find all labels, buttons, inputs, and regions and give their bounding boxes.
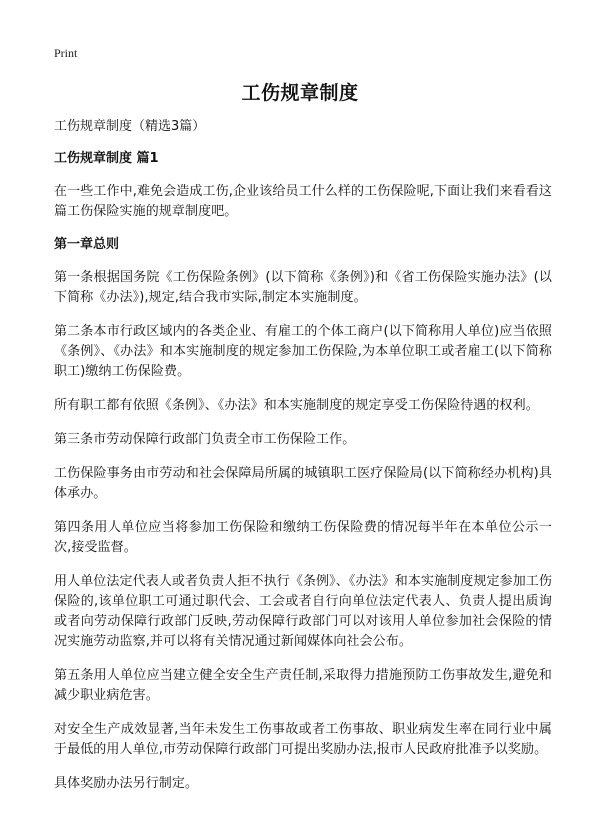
- paragraph: 用人单位法定代表人或者负责人拒不执行《条例》、《办法》和本实施制度规定参加工伤保险的,该单位职工可通过职代会、工会或者自行向单位法定代表人、负责人提出质询或者向劳动保障行政部门反映,劳动保障行政部门可以对该用人单位参加社会保险的情况实施劳动监察,并可以将有关情况通过新闻媒体向社会公布。: [54, 574, 552, 649]
- paragraph: 第四条用人单位应当将参加工伤保险和缴纳工伤保险费的情况每半年在本单位公示一次,接受监督。: [54, 520, 552, 555]
- paragraph: 所有职工都有依照《条例》、《办法》和本实施制度的规定享受工伤保险待遇的权利。: [54, 398, 539, 413]
- paragraph: 第五条用人单位应当建立健全安全生产责任制,采取得力措施预防工伤事故发生,避免和减少职业病危害。: [54, 668, 552, 703]
- section-heading: 工伤规章制度 篇1: [54, 151, 159, 166]
- document-title: 工伤规章制度: [241, 82, 359, 104]
- paragraph: 第二条本市行政区域内的各类企业、有雇工的个体工商户(以下简称用人单位)应当依照《条例》、《办法》和本实施制度的规定参加工伤保险,为本单位职工或者雇工(以下简称职工)缴纳工伤保险费。: [54, 324, 552, 379]
- document-body: [54, 118, 552, 808]
- paragraph: 第一条根据国务院《工伤保险条例》(以下简称《条例》)和《省工伤保险实施办法》(以下简称《办法》),规定,结合我市实际,制定本实施制度。: [54, 270, 552, 305]
- print-label: Print: [54, 46, 78, 60]
- paragraph: 具体奖励办法另行制定。: [54, 776, 199, 791]
- paragraph: 对安全生产成效显著,当年未发生工伤事故或者工伤事故、职业病发生率在同行业中属于最低的用人单位,市劳动保障行政部门可提出奖励办法,报市人民政府批准予以奖励。: [54, 722, 552, 757]
- paragraph: 工伤保险事务由市劳动和社会保障局所属的城镇职工医疗保险局(以下简称经办机构)具体承办。: [54, 466, 552, 501]
- document-subtitle: 工伤规章制度（精选3篇）: [54, 119, 206, 134]
- intro-paragraph: 在一些工作中,难免会造成工伤,企业该给员工什么样的工伤保险呢,下面让我们来看看这篇工伤保险实施的规章制度吧。: [54, 184, 552, 219]
- chapter-heading: 第一章总则: [54, 237, 120, 252]
- paragraph: 第三条市劳动保障行政部门负责全市工伤保险工作。: [54, 432, 356, 447]
